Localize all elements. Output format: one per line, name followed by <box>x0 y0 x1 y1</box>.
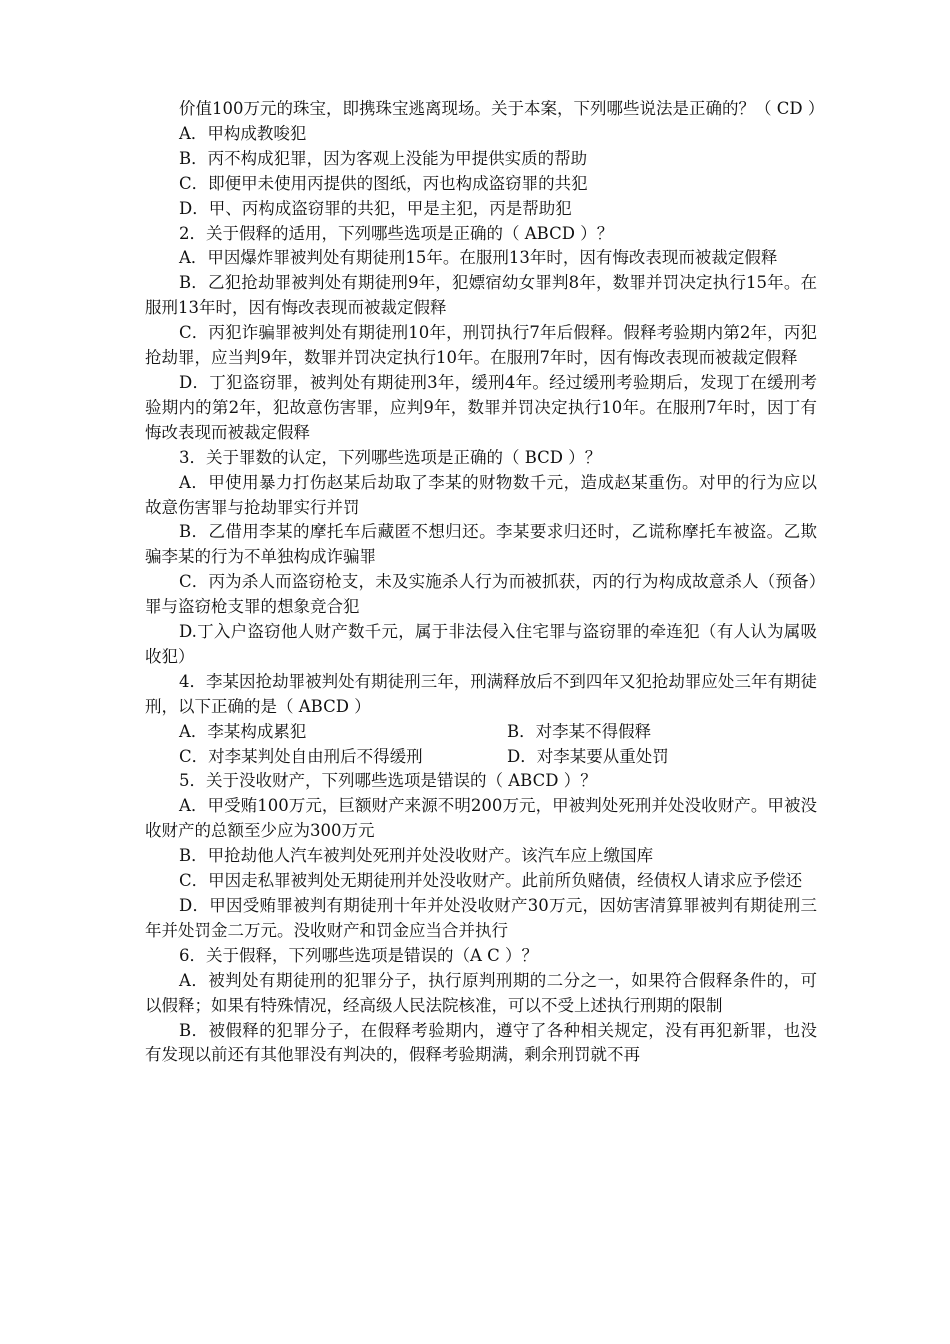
document-body <box>145 97 825 1068</box>
option-c: C．对李某判处自由刑后不得缓刑 <box>179 746 423 766</box>
paragraph: 价值100万元的珠宝，即携珠宝逃离现场。关于本案，下列哪些说法是正确的？（ CD ） <box>179 99 825 118</box>
option-c: C．丙为杀人而盗窃枪支，未及实施杀人行为而被抓获，丙的行为构成故意杀人（预备）罪与盗窃枪支罪的想象竞合犯 <box>145 572 817 617</box>
question-4: 4．李某因抢劫罪被判处有期徒刑三年，刑满释放后不到四年又犯抢劫罪应处三年有期徒刑，以下正确的是（ ABCD ） <box>145 671 817 716</box>
option-a: A．甲受贿100万元，巨额财产来源不明200万元，甲被判处死刑并处没收财产。甲被没收财产的总额至少应为300万元 <box>145 796 817 841</box>
option-b: B．乙犯抢劫罪被判处有期徒刑9年，犯嫖宿幼女罪判8年，数罪并罚决定执行15年。在服刑13年时，因有悔改表现而被裁定假释 <box>145 273 817 318</box>
option-d: D．甲因受贿罪被判有期徒刑十年并处没收财产30万元，因妨害清算罪被判有期徒刑三年并处罚金二万元。没收财产和罚金应当合并执行 <box>145 896 817 940</box>
option-b: B．乙借用李某的摩托车后藏匿不想归还。李某要求归还时，乙谎称摩托车被盗。乙欺骗李某的行为不单独构成诈骗罪 <box>145 522 817 567</box>
question-5: 5．关于没收财产，下列哪些选项是错误的（ ABCD ）？ <box>179 771 597 791</box>
options-row <box>145 720 817 745</box>
option-d: D．丁犯盗窃罪，被判处有期徒刑3年，缓刑4年。经过缓刑考验期后，发现丁在缓刑考验期内的第2年，犯故意伤害罪，应判9年，数罪并罚决定执行10年。在服刑7年时，因丁有悔改表现而被裁定假释 <box>145 372 817 442</box>
option-b: B．对李某不得假释 <box>507 721 652 741</box>
option-a: A．李某构成累犯 <box>179 721 307 741</box>
option-d: D．对李某要从重处罚 <box>507 746 669 766</box>
option-a: A．甲使用暴力打伤赵某后劫取了李某的财物数千元，造成赵某重伤。对甲的行为应以故意伤害罪与抢劫罪实行并罚 <box>145 472 817 517</box>
option-d: D．甲、丙构成盗窃罪的共犯，甲是主犯，丙是帮助犯 <box>179 198 572 218</box>
option-d: D.丁入户盗窃他人财产数千元，属于非法侵入住宅罪与盗窃罪的牵连犯（有人认为属吸收犯） <box>145 622 817 666</box>
question-6: 6．关于假释，下列哪些选项是错误的（A C ）？ <box>179 945 539 965</box>
option-b: B．甲抢劫他人汽车被判处死刑并处没收财产。该汽车应上缴国库 <box>179 846 654 866</box>
options-row <box>145 745 817 770</box>
option-c: C．即便甲未使用丙提供的图纸，丙也构成盗窃罪的共犯 <box>179 173 588 193</box>
option-a: A．甲因爆炸罪被判处有期徒刑15年。在服刑13年时，因有悔改表现而被裁定假释 <box>179 248 778 268</box>
option-c: C．甲因走私罪被判处无期徒刑并处没收财产。此前所负赌债，经债权人请求应予偿还 <box>179 871 803 891</box>
option-a: A．甲构成教唆犯 <box>179 123 307 143</box>
option-a: A．被判处有期徒刑的犯罪分子，执行原判刑期的二分之一，如果符合假释条件的，可以假释；如果有特殊情况，经高级人民法院核准，可以不受上述执行刑期的限制 <box>145 970 817 1015</box>
question-2: 2．关于假释的适用，下列哪些选项是正确的（ ABCD ）？ <box>179 223 614 243</box>
option-c: C．丙犯诈骗罪被判处有期徒刑10年，刑罚执行7年后假释。假释考验期内第2年，丙犯抢劫罪，应当判9年，数罪并罚决定执行10年。在服刑7年时，因有悔改表现而被裁定假释 <box>145 323 817 368</box>
option-b: B．被假释的犯罪分子，在假释考验期内，遵守了各种相关规定，没有再犯新罪，也没有发现以前还有其他罪没有判决的，假释考验期满，剩余刑罚就不再 <box>145 1020 817 1065</box>
option-b: B．丙不构成犯罪，因为客观上没能为甲提供实质的帮助 <box>179 148 588 168</box>
question-3: 3．关于罪数的认定，下列哪些选项是正确的（ BCD ）？ <box>179 447 602 467</box>
